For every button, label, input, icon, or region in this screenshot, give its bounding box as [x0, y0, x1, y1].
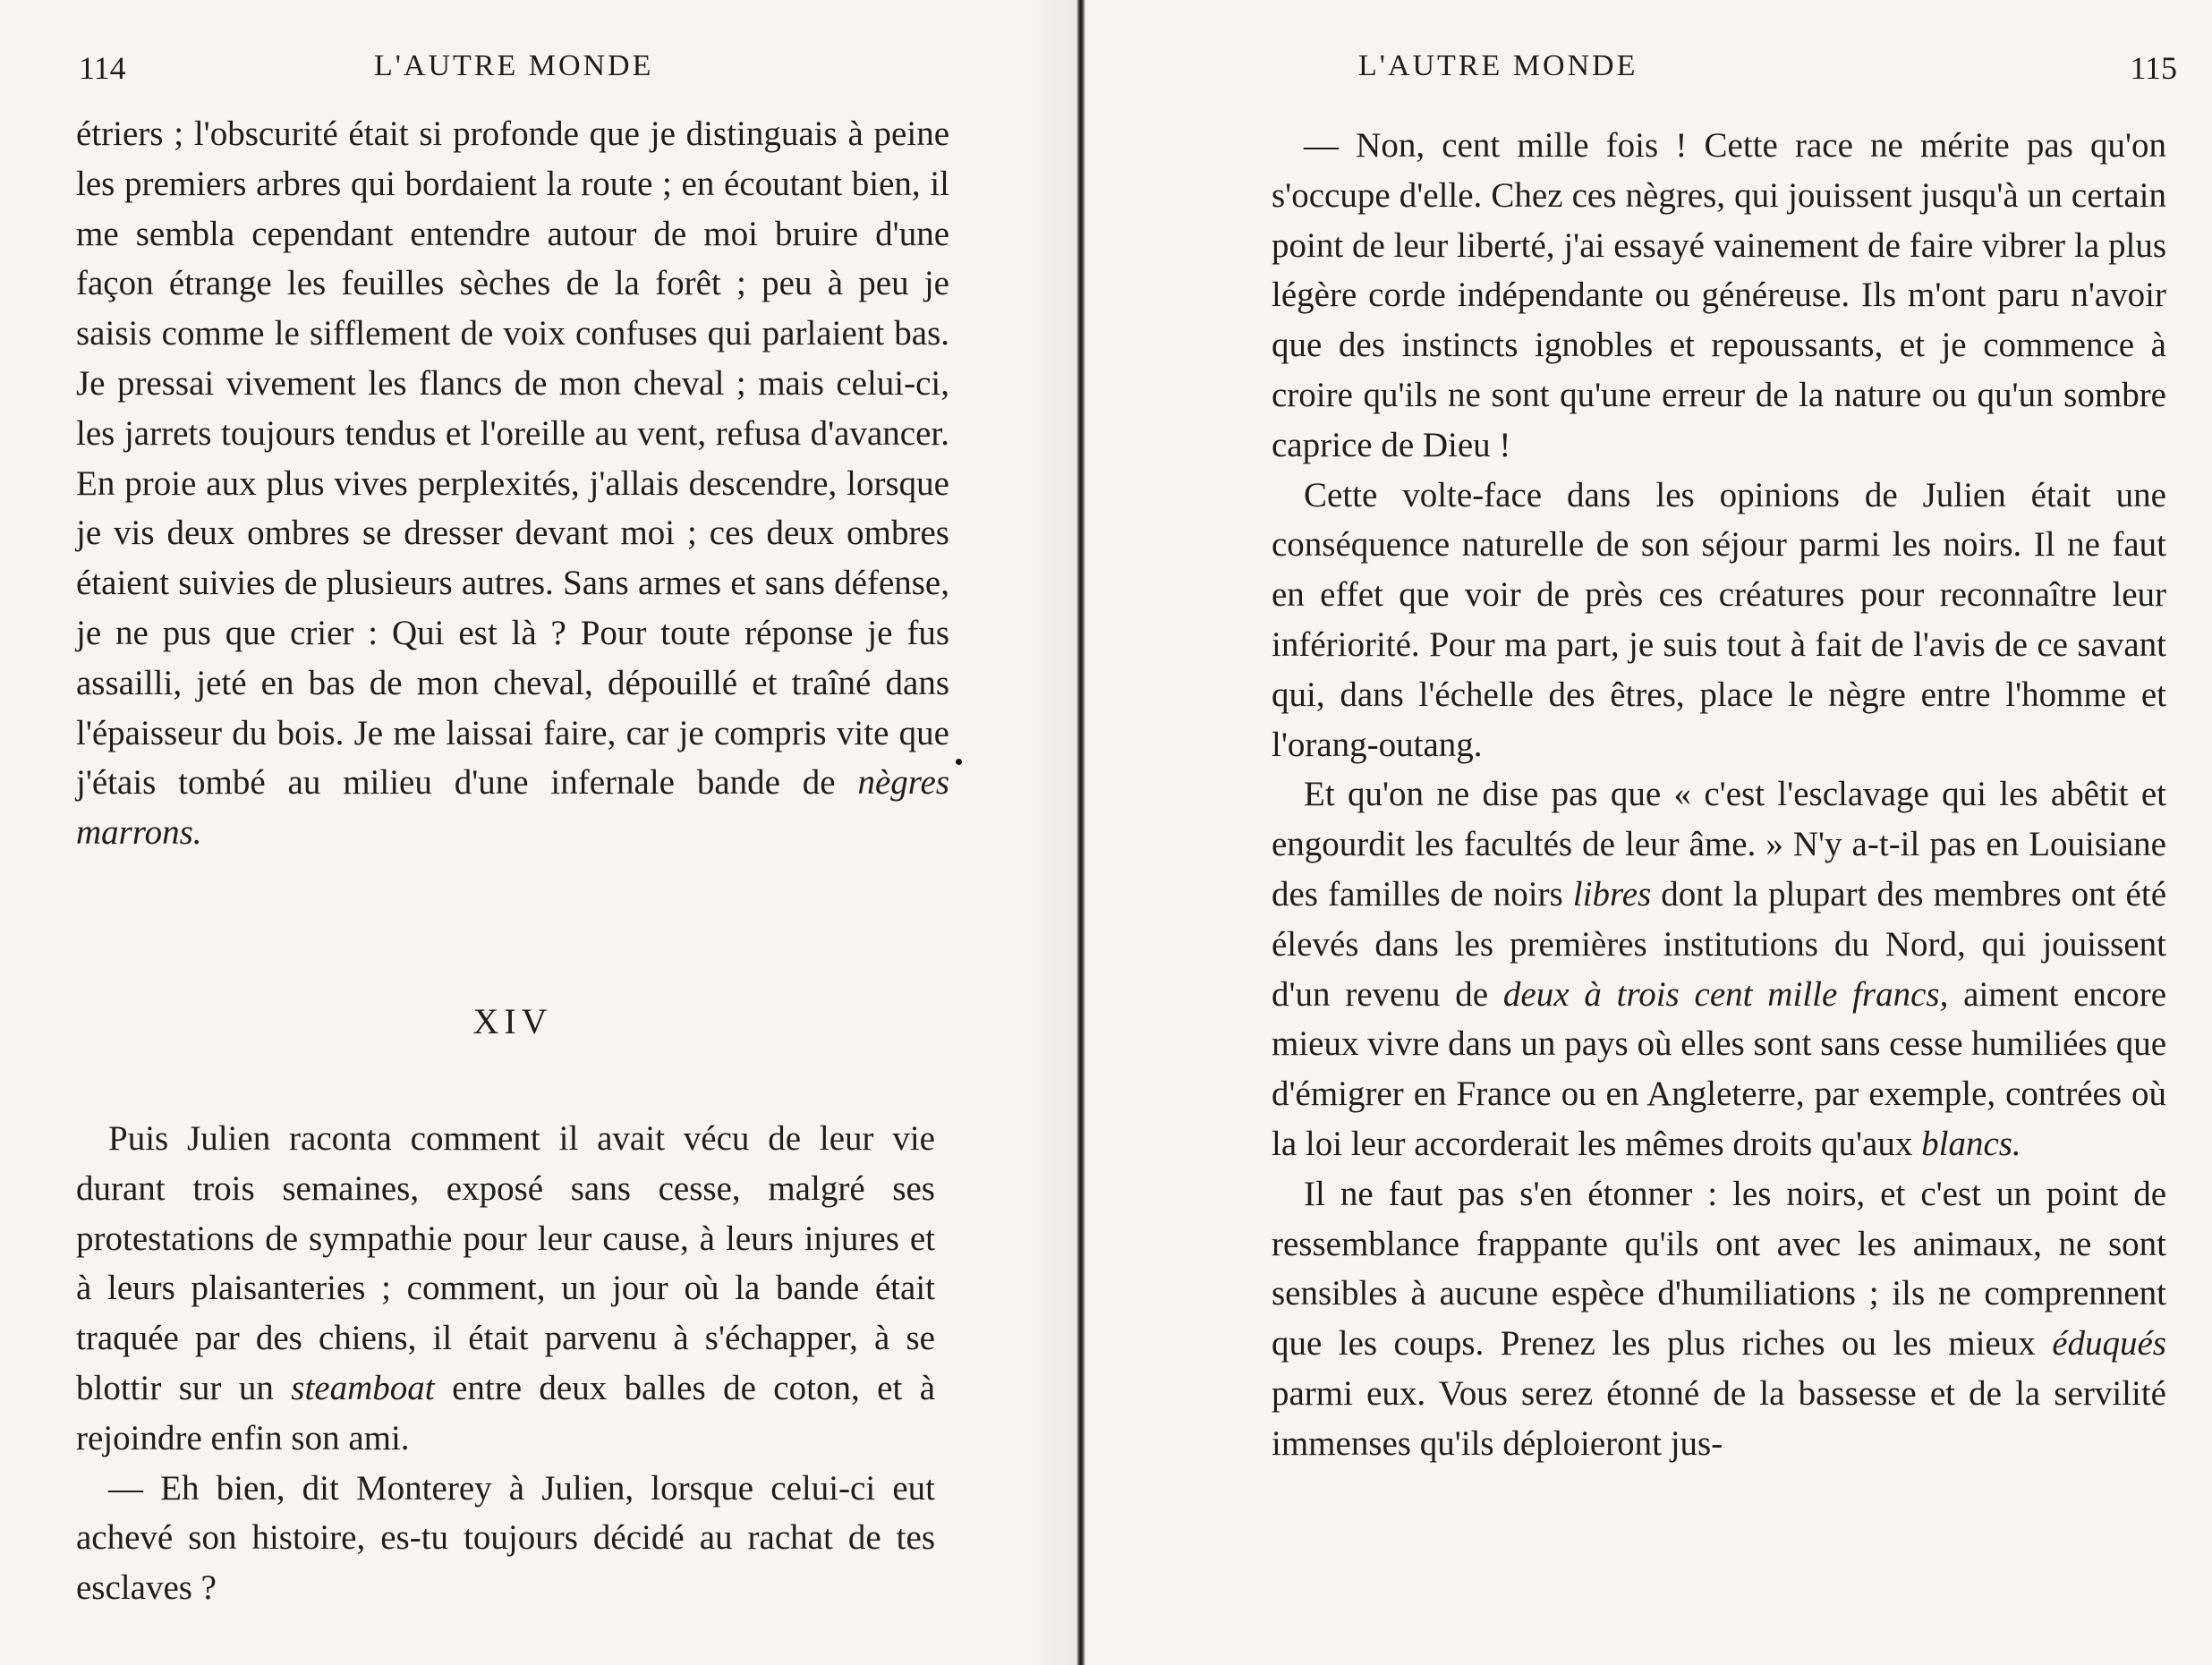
left-p1-text-a: Puis Julien raconta comment il avait vécu de leur vie durant trois semaines, exposé sans cesse, malgré ses protestations de sympathie pour leur cause, à leurs injures et à leurs plaisanteries ; comment, un jour où la bande était traquée par des chiens, il était parvenu à s'échapper, à se blottir sur un [76, 1119, 935, 1407]
right-paragraph-2: Cette volte-face dans les opinions de Julien était une conséquence naturelle de son séjour parmi les noirs. Il ne faut en effet que voir de près ces créatures pour reconnaître leur infériorité. Pour ma part, je suis tout à fait de l'avis de ce savant qui, dans l'échelle des êtres, place le nègre entre l'homme et l'orang-outang. [1272, 475, 2166, 764]
right-text [1272, 121, 2166, 1469]
right-p4-italic: éduqués [2052, 1324, 2166, 1363]
book-gutter [1076, 0, 1085, 1665]
right-p3-text-a: Et qu'on ne dise pas que « c'est l'esclavage qui les abêtit et engourdit les facultés de leur âme. » N'y a-t-il pas en Louisiane des familles de noirs [1272, 775, 2166, 913]
right-page-number: 115 [2130, 50, 2177, 86]
right-p3-text-c: aiment encore mieux vivre dans un pays où elles sont sans cesse humiliées que d'émigrer en France ou en Angleterre, par exemple, contrées où la loi leur accorderait les mêmes droits qu'aux [1272, 974, 2167, 1163]
left-paragraph-2: — Eh bien, dit Monterey à Julien, lorsque celui-ci eut achevé son histoire, es-tu toujours décidé au rachat de tes esclaves ? [76, 1468, 935, 1608]
left-continued-body: étriers ; l'obscurité était si profonde que je distinguais à peine les premiers arbres qui bordaient la route ; en écoutant bien, il me sembla cependant entendre autour de moi bruire d'une façon étrange les feuilles sèches de la forêt ; peu à peu je saisis comme le sifflement de voix confuses qui parlaient bas. Je pressai vivement les flancs de mon cheval ; mais celui-ci, les jarrets toujours tendus et l'oreille au vent, refusa d'avancer. En proie aux plus vives perplexités, j'allais descendre, lorsque je vis deux ombres se dresser devant moi ; ces deux ombres étaient suivies de plusieurs autres. Sans armes et sans défense, je ne pus que crier : Qui est là ? Pour toute réponse je fus assailli, jeté en bas de mon cheval, dépouillé et traîné dans l'épaisseur du bois. Je me laissai faire, car je compris vite que j'étais tombé au milieu d'une infernale bande de [76, 115, 949, 803]
right-paragraph-1: — Non, cent mille fois ! Cette race ne mérite pas qu'on s'occupe d'elle. Chez ces nègres, qui jouissent jusqu'à un certain point de leur liberté, j'ai essayé vainement de faire vibrer la plus légère corde indépendante ou généreuse. Ils m'ont paru n'avoir que des instincts ignobles et repoussants, et je commence à croire qu'ils ne sont qu'une erreur de la nature ou qu'un sombre caprice de Dieu ! [1272, 126, 2166, 464]
left-paragraph-1 [76, 1114, 935, 1464]
right-p4-text-a: Il ne faut pas s'en étonner : les noirs, et c'est un point de ressemblance frappante qu'ils ont avec les animaux, ne sont sensibles à aucune espèce d'humiliations ; ils ne comprennent que les coups. Prenez les plus riches ou les mieux [1272, 1174, 2166, 1363]
right-page [1085, 0, 2212, 1665]
right-p3-text-b: dont la plupart des membres ont été élevés dans les premières institutions du Nord, qui jouissent d'un revenu de [1272, 874, 2167, 1014]
left-p1-italic: steamboat [291, 1368, 435, 1407]
right-paragraph-3 [1272, 769, 2166, 1168]
left-running-head: L'AUTRE MONDE [374, 49, 654, 82]
left-continued-italic: nègres marrons. [76, 763, 949, 853]
right-paragraph-4 [1272, 1169, 2166, 1469]
left-page [0, 0, 1076, 1665]
right-p3-italic-2: deux à trois cent mille francs, [1502, 974, 1949, 1014]
right-p4-text-b: parmi eux. Vous serez étonné de la bassesse et de la servilité immenses qu'ils déploieront jus- [1272, 1373, 2166, 1463]
left-p1-text-b: entre deux balles de coton, et à rejoindre enfin son ami. [76, 1368, 936, 1457]
left-page-header [79, 49, 949, 85]
right-p3-italic-3: blancs. [1921, 1124, 2021, 1163]
right-running-head: L'AUTRE MONDE [1358, 49, 1638, 82]
chapter-heading: XIV [472, 1001, 553, 1041]
right-p3-italic-1: libres [1572, 874, 1652, 913]
left-page-number: 114 [79, 50, 126, 86]
left-paragraph-continued [76, 109, 949, 858]
right-page-header [1251, 49, 2177, 85]
left-continued-text [76, 109, 949, 858]
left-chapter-text [76, 1114, 935, 1613]
ink-fleck [956, 759, 962, 765]
